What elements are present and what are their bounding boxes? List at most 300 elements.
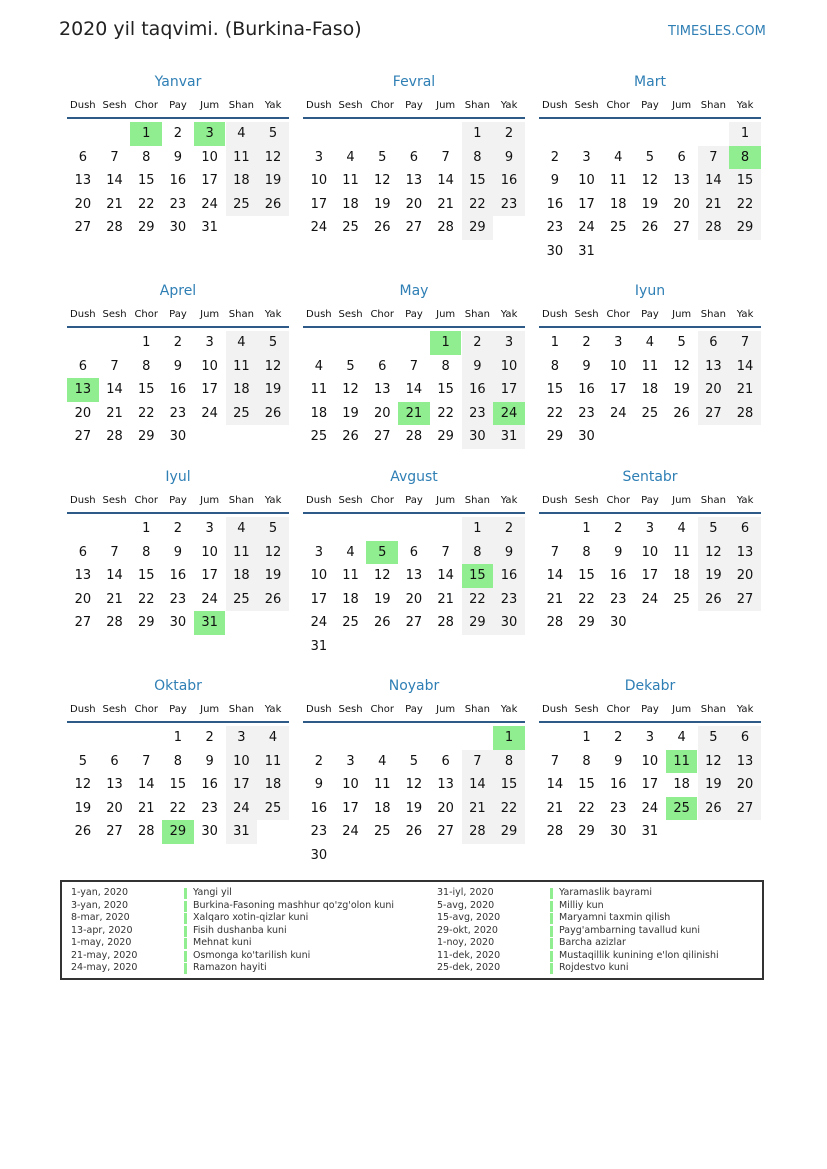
day-cell: 2: [173, 335, 183, 350]
legend-color-bar: [184, 901, 187, 912]
day-cell: 20: [74, 196, 92, 212]
weekday-label: Sesh: [102, 495, 127, 506]
legend-color-bar: [184, 888, 187, 899]
weekday-label: Shan: [700, 495, 726, 506]
weekday-label: Dush: [70, 309, 96, 320]
weekday-label: Dush: [306, 704, 332, 715]
weekday-label: Jum: [672, 100, 692, 111]
day-cell: 6: [729, 726, 761, 750]
day-cell: 12: [373, 568, 391, 583]
day-cell: 26: [698, 797, 730, 821]
weekday-label: Dush: [306, 100, 332, 111]
day-cell: 18: [641, 382, 659, 397]
day-cell: 25: [226, 402, 258, 426]
weekday-label: Chor: [370, 100, 395, 111]
legend-date: 1-noy, 2020: [437, 937, 495, 948]
weekday-label: Yak: [264, 704, 282, 715]
weekday-header: [539, 309, 761, 323]
day-cell: 9: [462, 355, 494, 379]
weekday-label: Dush: [542, 100, 568, 111]
legend-holiday-name: Yangi yil: [193, 887, 232, 898]
day-cell: 28: [546, 615, 564, 630]
day-cell: 7: [550, 544, 559, 560]
weekday-label: Yak: [736, 704, 754, 715]
day-cell: 8: [582, 753, 591, 769]
day-cell: 9: [173, 544, 183, 560]
day-cell: 17: [226, 773, 258, 797]
day-cell: 20: [698, 378, 730, 402]
weekday-label: Pay: [405, 100, 423, 111]
day-cell: 29: [578, 824, 595, 839]
day-cell: 28: [106, 615, 123, 630]
day-cell: 8: [462, 146, 494, 170]
holiday-day-cell: 5: [366, 541, 398, 565]
weekday-header: [67, 100, 289, 114]
weekday-label: Yak: [264, 495, 282, 506]
day-cell: 5: [698, 517, 730, 541]
day-cell: 21: [546, 800, 564, 816]
legend-holiday-name: Fisih dushanba kuni: [193, 924, 287, 936]
day-cell: 26: [342, 429, 359, 444]
day-cell: 26: [74, 824, 92, 839]
day-cell: 24: [310, 220, 328, 235]
day-cell: 10: [578, 173, 595, 188]
day-cell: 20: [405, 591, 423, 607]
legend-holiday-name: Burkina-Fasoning mashhur qo'zg'olon kuni: [193, 899, 395, 911]
day-cell: 4: [378, 753, 387, 769]
legend-holiday-name: Maryamni taxmin qilish: [559, 912, 671, 923]
day-cell: 25: [310, 429, 328, 444]
day-cell: 9: [205, 753, 214, 769]
day-cell: 5: [378, 149, 387, 165]
legend-date: 8-mar, 2020: [71, 912, 130, 923]
day-cell: 3: [314, 544, 323, 560]
day-cell: 27: [373, 429, 391, 444]
weekday-label: Shan: [464, 495, 490, 506]
header-rule: [303, 326, 525, 328]
day-cell: 27: [729, 797, 761, 821]
header-rule: [303, 721, 525, 723]
day-cell: 10: [310, 173, 328, 188]
day-cell: 21: [462, 797, 494, 821]
day-cell: 28: [437, 220, 454, 235]
header-rule: [67, 512, 289, 514]
weekday-label: Pay: [641, 704, 659, 715]
day-cell: 6: [378, 358, 387, 374]
weekday-label: Sesh: [338, 100, 363, 111]
header-rule: [67, 721, 289, 723]
day-cell: 16: [169, 382, 187, 397]
weekday-label: Pay: [169, 309, 187, 320]
weekday-label: Pay: [641, 100, 659, 111]
day-cell: 9: [582, 358, 591, 374]
day-cell: 19: [373, 591, 391, 607]
weekday-header: [67, 495, 289, 509]
weekday-header: [303, 495, 525, 509]
day-cell: 6: [110, 753, 119, 769]
month-name: Fevral: [392, 74, 436, 90]
day-cell: 18: [226, 564, 258, 588]
day-cell: 27: [405, 220, 423, 235]
day-cell: 13: [74, 568, 92, 583]
day-cell: 13: [106, 777, 123, 792]
day-cell: 1: [462, 122, 494, 146]
day-cell: 11: [609, 173, 627, 188]
weekday-label: Jum: [436, 495, 456, 506]
day-cell: 18: [226, 169, 258, 193]
day-cell: 24: [609, 405, 627, 421]
day-cell: 18: [342, 591, 359, 607]
day-cell: 29: [578, 615, 595, 630]
day-cell: 17: [201, 568, 218, 583]
weekday-label: Shan: [464, 100, 490, 111]
day-cell: 2: [205, 730, 214, 745]
day-cell: 7: [462, 750, 494, 774]
day-cell: 11: [257, 750, 289, 774]
day-cell: 16: [462, 378, 494, 402]
legend-color-bar: [550, 963, 553, 974]
day-cell: 27: [729, 588, 761, 612]
day-cell: 15: [462, 169, 494, 193]
day-cell: 2: [462, 331, 494, 355]
day-cell: 17: [342, 800, 359, 816]
weekday-label: Dush: [542, 309, 568, 320]
day-cell: 2: [493, 122, 525, 146]
day-cell: 15: [137, 382, 155, 397]
day-cell: 21: [698, 193, 730, 217]
holiday-day-cell: 1: [430, 331, 462, 355]
day-cell: 25: [373, 824, 391, 839]
day-cell: 3: [582, 149, 591, 165]
day-cell: 27: [106, 824, 123, 839]
day-cell: 16: [493, 564, 525, 588]
day-cell: 17: [310, 196, 328, 212]
day-cell: 5: [698, 726, 730, 750]
day-cell: 1: [462, 517, 494, 541]
day-cell: 5: [257, 122, 289, 146]
day-cell: 15: [729, 169, 761, 193]
day-cell: 23: [169, 405, 187, 421]
day-cell: 28: [137, 824, 155, 839]
weekday-header: [303, 100, 525, 114]
day-cell: 19: [673, 382, 690, 397]
day-cell: 19: [342, 405, 359, 421]
weekday-header: [539, 704, 761, 718]
day-cell: 7: [729, 331, 761, 355]
day-cell: 19: [698, 773, 730, 797]
day-cell: 8: [142, 149, 151, 165]
legend-color-bar: [184, 951, 187, 962]
day-cell: 12: [342, 382, 359, 397]
day-cell: 3: [645, 521, 655, 536]
day-cell: 26: [373, 220, 391, 235]
day-cell: 6: [698, 331, 730, 355]
day-cell: 13: [437, 777, 454, 792]
day-cell: 25: [226, 588, 258, 612]
site-link[interactable]: TIMESLES.COM: [668, 24, 766, 39]
day-cell: 20: [74, 591, 92, 607]
day-cell: 10: [226, 750, 258, 774]
weekday-label: Dush: [70, 704, 96, 715]
legend-color-bar: [550, 938, 553, 949]
day-cell: 31: [201, 220, 218, 235]
day-cell: 12: [641, 173, 659, 188]
day-cell: 22: [462, 193, 494, 217]
day-cell: 15: [578, 568, 595, 583]
header-rule: [539, 326, 761, 328]
day-cell: 5: [78, 753, 87, 769]
day-cell: 28: [106, 220, 123, 235]
weekday-label: Dush: [70, 100, 96, 111]
day-cell: 5: [257, 331, 289, 355]
day-cell: 18: [673, 568, 690, 583]
weekday-label: Jum: [672, 704, 692, 715]
day-cell: 11: [310, 382, 328, 397]
weekday-header: [303, 309, 525, 323]
day-cell: 16: [609, 777, 627, 792]
weekday-label: Yak: [500, 495, 518, 506]
month-name: Oktabr: [154, 678, 202, 694]
day-cell: 14: [106, 173, 123, 188]
day-cell: 11: [226, 541, 258, 565]
day-cell: 15: [493, 773, 525, 797]
day-cell: 13: [74, 173, 92, 188]
day-cell: 16: [493, 169, 525, 193]
legend-color-bar: [184, 938, 187, 949]
day-cell: 17: [310, 591, 328, 607]
day-cell: 17: [493, 378, 525, 402]
day-cell: 28: [462, 820, 494, 844]
day-cell: 16: [201, 777, 218, 792]
day-cell: 17: [641, 777, 659, 792]
day-cell: 27: [74, 220, 92, 235]
legend-holiday-name: Yaramaslik bayrami: [559, 887, 652, 898]
day-cell: 30: [609, 824, 627, 839]
day-cell: 21: [106, 196, 123, 212]
day-cell: 29: [546, 429, 564, 444]
day-cell: 3: [314, 149, 323, 165]
day-cell: 28: [729, 402, 761, 426]
day-cell: 14: [546, 568, 564, 583]
day-cell: 15: [546, 382, 564, 397]
day-cell: 29: [462, 216, 494, 240]
day-cell: 3: [645, 730, 655, 745]
day-cell: 14: [437, 173, 454, 188]
weekday-label: Sesh: [338, 309, 363, 320]
weekday-label: Chor: [134, 495, 159, 506]
day-cell: 24: [310, 615, 328, 630]
day-cell: 19: [257, 564, 289, 588]
day-cell: 16: [546, 196, 564, 212]
day-cell: 17: [609, 382, 627, 397]
day-cell: 4: [226, 331, 258, 355]
day-cell: 14: [106, 568, 123, 583]
weekday-label: Jum: [200, 704, 220, 715]
day-cell: 16: [578, 382, 595, 397]
weekday-label: Shan: [228, 704, 254, 715]
day-cell: 25: [641, 405, 659, 421]
day-cell: 22: [137, 196, 155, 212]
day-cell: 17: [578, 196, 595, 212]
legend-color-bar: [550, 888, 553, 899]
day-cell: 18: [673, 777, 690, 792]
day-cell: 10: [493, 355, 525, 379]
day-cell: 31: [641, 824, 659, 839]
weekday-label: Jum: [200, 100, 220, 111]
day-cell: 18: [226, 378, 258, 402]
day-cell: 4: [346, 544, 355, 560]
day-cell: 10: [310, 568, 328, 583]
day-cell: 30: [310, 847, 328, 863]
day-cell: 21: [546, 591, 564, 607]
day-cell: 14: [405, 382, 423, 397]
weekday-label: Dush: [542, 704, 568, 715]
day-cell: 1: [550, 335, 559, 350]
legend-date: 13-apr, 2020: [71, 924, 133, 936]
month-name: Yanvar: [154, 74, 202, 90]
day-cell: 3: [205, 335, 214, 350]
day-cell: 9: [314, 777, 323, 792]
day-cell: 12: [405, 777, 423, 792]
month-name: Avgust: [390, 469, 438, 485]
day-cell: 24: [641, 800, 659, 816]
day-cell: 8: [142, 358, 151, 374]
day-cell: 7: [550, 753, 559, 769]
day-cell: 24: [201, 405, 218, 421]
day-cell: 29: [437, 429, 454, 444]
day-cell: 20: [437, 800, 454, 816]
day-cell: 12: [257, 146, 289, 170]
day-cell: 17: [201, 173, 218, 188]
day-cell: 15: [137, 568, 155, 583]
weekday-label: Sesh: [574, 100, 599, 111]
day-cell: 30: [201, 824, 218, 839]
day-cell: 30: [169, 615, 187, 630]
weekday-label: Sesh: [574, 704, 599, 715]
day-cell: 1: [173, 730, 183, 745]
day-cell: 22: [493, 797, 525, 821]
day-cell: 2: [173, 521, 183, 536]
weekday-label: Chor: [606, 100, 631, 111]
day-cell: 16: [609, 568, 627, 583]
day-cell: 22: [578, 591, 595, 607]
day-cell: 31: [226, 820, 258, 844]
day-cell: 12: [673, 358, 690, 374]
day-cell: 20: [729, 773, 761, 797]
weekday-label: Chor: [606, 704, 631, 715]
day-cell: 28: [106, 429, 123, 444]
weekday-label: Sesh: [102, 100, 127, 111]
day-cell: 25: [226, 193, 258, 217]
day-cell: 16: [310, 800, 328, 816]
day-cell: 20: [405, 196, 423, 212]
day-cell: 23: [462, 402, 494, 426]
month-name: Mart: [634, 74, 666, 90]
day-cell: 15: [169, 777, 187, 792]
day-cell: 8: [441, 358, 450, 374]
day-cell: 6: [78, 544, 87, 560]
legend-holiday-name: Mehnat kuni: [193, 937, 252, 948]
day-cell: 13: [673, 173, 690, 188]
day-cell: 3: [205, 521, 214, 536]
day-cell: 26: [257, 193, 289, 217]
day-cell: 25: [342, 615, 359, 630]
legend-date: 21-may, 2020: [71, 949, 138, 961]
day-cell: 14: [729, 355, 761, 379]
holiday-day-cell: 24: [493, 402, 525, 426]
day-cell: 10: [201, 358, 218, 374]
day-cell: 10: [201, 149, 218, 165]
day-cell: 20: [74, 405, 92, 421]
day-cell: 7: [110, 544, 119, 560]
weekday-label: Chor: [370, 495, 395, 506]
day-cell: 5: [645, 149, 655, 165]
day-cell: 1: [582, 521, 591, 536]
day-cell: 5: [409, 753, 419, 769]
day-cell: 22: [578, 800, 595, 816]
day-cell: 13: [405, 568, 423, 583]
day-cell: 9: [614, 753, 623, 769]
weekday-label: Yak: [500, 704, 518, 715]
day-cell: 2: [493, 517, 525, 541]
legend-holiday-name: Osmonga ko'tarilish kuni: [193, 949, 311, 961]
day-cell: 7: [698, 146, 730, 170]
day-cell: 6: [677, 149, 686, 165]
weekday-label: Chor: [370, 704, 395, 715]
weekday-label: Jum: [672, 495, 692, 506]
day-cell: 2: [614, 521, 623, 536]
weekday-header: [539, 495, 761, 509]
day-cell: 25: [673, 591, 690, 607]
day-cell: 12: [257, 355, 289, 379]
day-cell: 10: [342, 777, 359, 792]
day-cell: 24: [201, 196, 218, 212]
day-cell: 12: [698, 750, 730, 774]
weekday-label: Chor: [606, 495, 631, 506]
day-cell: 5: [257, 517, 289, 541]
holiday-day-cell: 1: [130, 122, 162, 146]
day-cell: 8: [582, 544, 591, 560]
day-cell: 24: [201, 591, 218, 607]
header-rule: [67, 117, 289, 119]
day-cell: 30: [169, 220, 187, 235]
header-rule: [303, 117, 525, 119]
day-cell: 29: [137, 615, 155, 630]
day-cell: 30: [578, 429, 595, 444]
day-cell: 27: [673, 220, 690, 235]
day-cell: 21: [437, 591, 454, 607]
day-cell: 19: [257, 169, 289, 193]
day-cell: 11: [226, 146, 258, 170]
holiday-day-cell: 29: [162, 820, 194, 844]
legend-date: 3-yan, 2020: [71, 899, 128, 911]
day-cell: 25: [609, 220, 627, 235]
day-cell: 10: [641, 544, 659, 560]
day-cell: 18: [342, 196, 359, 212]
day-cell: 13: [729, 541, 761, 565]
day-cell: 1: [142, 335, 151, 350]
day-cell: 5: [677, 335, 686, 350]
day-cell: 6: [729, 517, 761, 541]
day-cell: 29: [137, 429, 155, 444]
header-rule: [67, 326, 289, 328]
day-cell: 21: [729, 378, 761, 402]
day-cell: 2: [173, 126, 183, 141]
day-cell: 22: [729, 193, 761, 217]
day-cell: 11: [342, 173, 359, 188]
legend-holiday-name: Payg'ambarning tavallud kuni: [559, 924, 701, 936]
day-cell: 7: [110, 149, 119, 165]
